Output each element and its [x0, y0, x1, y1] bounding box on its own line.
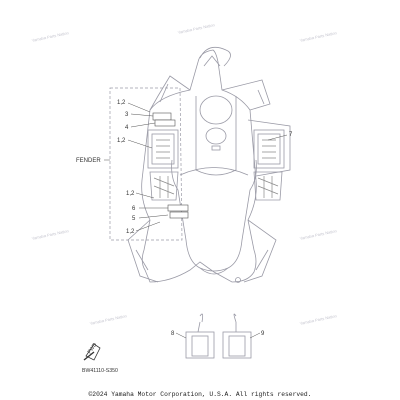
label-1-2-low: 1,2	[126, 191, 135, 197]
watermark: Yamaha Parts Nation	[299, 313, 338, 326]
label-9: 9	[261, 331, 265, 337]
label-5: 5	[132, 216, 136, 222]
label-6: 6	[132, 206, 136, 212]
label-7: 7	[289, 132, 293, 138]
watermark: Yamaha Parts Nation	[31, 30, 70, 43]
left-footwell	[148, 130, 178, 200]
tag-9	[223, 314, 265, 358]
tag-8	[171, 314, 214, 358]
watermark: Yamaha Parts Nation	[31, 228, 70, 241]
label-1-2-bot: 1,2	[126, 229, 135, 235]
drawing-code: BW41110-S350	[82, 368, 118, 374]
front-arrow-icon	[84, 342, 100, 360]
watermark: Yamaha Parts Nation	[299, 30, 338, 43]
label-8: 8	[171, 331, 175, 337]
right-footwell	[248, 120, 290, 200]
watermark-layer	[31, 22, 337, 326]
label-1-2-top: 1,2	[117, 100, 126, 106]
label-1-2-mid: 1,2	[117, 138, 126, 144]
label-3: 3	[125, 112, 129, 118]
label-stickers	[153, 113, 188, 218]
watermark: Yamaha Parts Nation	[299, 228, 338, 241]
svg-text:FWD: FWD	[86, 342, 99, 356]
watermark: Yamaha Parts Nation	[177, 22, 216, 35]
label-fender: FENDER	[76, 158, 101, 164]
watermark: Yamaha Parts Nation	[89, 313, 128, 326]
label-4: 4	[125, 125, 129, 131]
copyright-text: ©2024 Yamaha Motor Corporation, U.S.A. All rights reserved.	[88, 391, 312, 398]
